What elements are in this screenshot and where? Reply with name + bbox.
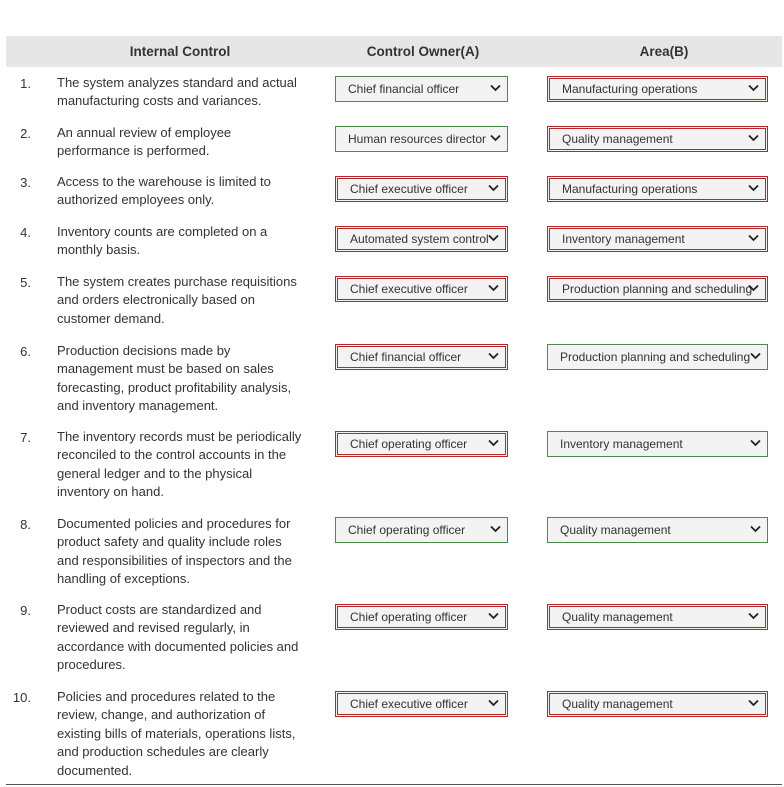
area-select[interactable] — [547, 431, 768, 457]
chevron-down-icon — [748, 229, 759, 249]
chevron-down-icon — [488, 179, 499, 199]
control-owner-select-value: Chief executive officer — [350, 182, 468, 196]
internal-control-description: Production decisions made by management must be based on sales forecasting, product profitability analysis, and inventory management. — [57, 343, 292, 414]
chevron-down-icon — [490, 518, 501, 542]
internal-control-description: Inventory counts are completed on a monthly basis. — [57, 224, 268, 258]
control-owner-select-value: Chief operating officer — [350, 437, 468, 451]
control-owner-select[interactable] — [335, 276, 508, 302]
chevron-down-icon — [490, 127, 501, 151]
header-control-owner: Control Owner(A) — [366, 44, 480, 59]
control-owner-select-value: Chief executive officer — [350, 697, 468, 711]
chevron-down-icon — [488, 279, 499, 299]
chevron-down-icon — [748, 279, 759, 299]
control-owner-select[interactable] — [335, 176, 508, 202]
area-select[interactable] — [547, 226, 768, 252]
area-select-value: Quality management — [562, 610, 673, 624]
control-owner-select[interactable] — [335, 76, 508, 102]
header-internal-control: Internal Control — [129, 44, 231, 59]
control-owner-select[interactable] — [335, 126, 508, 152]
row-number: 9. — [20, 603, 31, 618]
control-owner-select-value: Chief financial officer — [350, 350, 462, 364]
control-owner-select-value: Chief operating officer — [348, 523, 466, 537]
chevron-down-icon — [750, 432, 761, 456]
area-select[interactable] — [547, 691, 768, 717]
internal-control-description: The system analyzes standard and actual manufacturing costs and variances. — [57, 75, 297, 109]
table-header — [6, 36, 782, 67]
control-owner-select-value: Human resources director — [348, 132, 487, 146]
control-owner-select[interactable] — [335, 691, 508, 717]
area-select-value: Inventory management — [562, 232, 685, 246]
chevron-down-icon — [490, 77, 501, 101]
table-bottom-border — [6, 784, 782, 785]
internal-control-description: An annual review of employee performance is performed. — [57, 125, 232, 159]
control-owner-select[interactable] — [335, 517, 508, 543]
control-owner-select[interactable] — [335, 226, 508, 252]
chevron-down-icon — [488, 434, 499, 454]
chevron-down-icon — [488, 229, 499, 249]
area-select[interactable] — [547, 176, 768, 202]
control-owner-select[interactable] — [335, 344, 508, 370]
chevron-down-icon — [748, 129, 759, 149]
chevron-down-icon — [748, 607, 759, 627]
chevron-down-icon — [750, 345, 761, 369]
area-select[interactable] — [547, 276, 768, 302]
area-select[interactable] — [547, 76, 768, 102]
chevron-down-icon — [488, 607, 499, 627]
internal-control-description: Policies and procedures related to the review, change, and authorization of existing bills of materials, operations lists, and production schedules are clearly documented. — [57, 689, 296, 778]
area-select[interactable] — [547, 517, 768, 543]
row-number: 2. — [20, 126, 31, 141]
control-owner-select[interactable] — [335, 431, 508, 457]
chevron-down-icon — [488, 347, 499, 367]
row-number: 7. — [20, 430, 31, 445]
internal-control-description: Documented policies and procedures for product safety and quality include roles and responsibilities of inspectors and the handling of exceptions. — [57, 516, 292, 587]
row-number: 8. — [20, 517, 31, 532]
row-number: 3. — [20, 175, 31, 190]
area-select-value: Inventory management — [560, 437, 683, 451]
area-select[interactable] — [547, 126, 768, 152]
row-number: 10. — [12, 690, 31, 705]
internal-controls-table — [6, 36, 782, 67]
internal-control-description: The inventory records must be periodically reconciled to the control accounts in the general ledger and to the physical inventory on hand. — [57, 429, 302, 500]
header-area: Area(B) — [639, 44, 689, 59]
chevron-down-icon — [748, 694, 759, 714]
control-owner-select-value: Automated system control — [350, 232, 489, 246]
chevron-down-icon — [488, 694, 499, 714]
area-select-value: Quality management — [562, 132, 673, 146]
row-number: 1. — [20, 76, 31, 91]
area-select[interactable] — [547, 344, 768, 370]
row-number: 6. — [20, 344, 31, 359]
chevron-down-icon — [750, 518, 761, 542]
internal-control-description: The system creates purchase requisitions and orders electronically based on customer demand. — [57, 274, 297, 326]
row-number: 5. — [20, 275, 31, 290]
control-owner-select-value: Chief executive officer — [350, 282, 468, 296]
control-owner-select-value: Chief financial officer — [348, 82, 460, 96]
area-select-value: Manufacturing operations — [562, 82, 698, 96]
control-owner-select-value: Chief operating officer — [350, 610, 468, 624]
area-select[interactable] — [547, 604, 768, 630]
area-select-value: Production planning and scheduling — [560, 350, 751, 364]
internal-control-description: Product costs are standardized and reviewed and revised regularly, in accordance with documented policies and procedures. — [57, 602, 299, 673]
area-select-value: Manufacturing operations — [562, 182, 698, 196]
chevron-down-icon — [748, 179, 759, 199]
row-number: 4. — [20, 225, 31, 240]
area-select-value: Quality management — [560, 523, 671, 537]
internal-control-description: Access to the warehouse is limited to authorized employees only. — [57, 174, 271, 208]
control-owner-select[interactable] — [335, 604, 508, 630]
area-select-value: Production planning and scheduling — [562, 282, 753, 296]
area-select-value: Quality management — [562, 697, 673, 711]
chevron-down-icon — [748, 79, 759, 99]
